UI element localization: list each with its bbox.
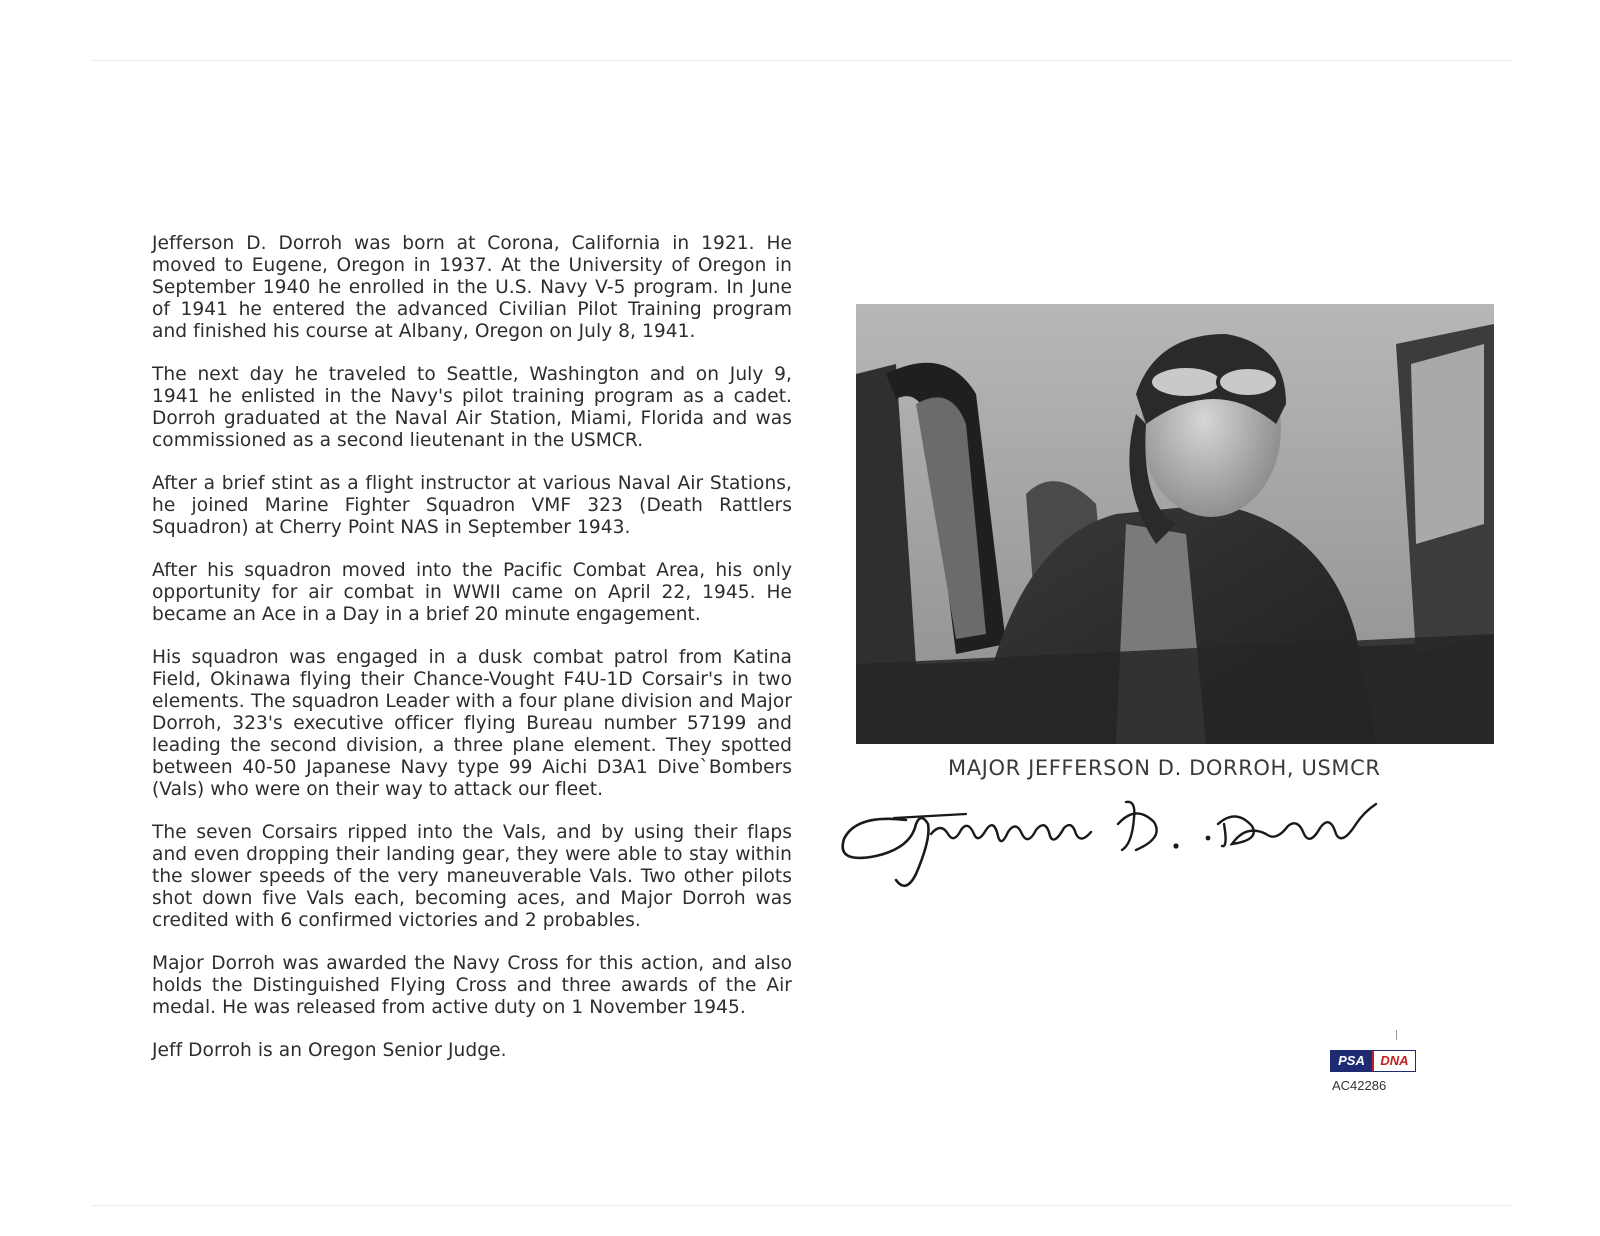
pilot-photo-illustration [856,304,1494,744]
auth-logo-left: PSA [1331,1051,1372,1071]
certificate-number: AC42286 [1332,1078,1387,1093]
page-edge-top [92,60,1512,61]
signature-ink [836,784,1396,894]
bio-paragraph-1: Jefferson D. Dorroh was born at Corona, California in 1921. He moved to Eugene, Oregon in 1937. At the University of Oregon in September 1940 he enrolled in the U.S. Navy V-5 program. In June of 1941 he entered the advanced Civilian Pilot Training program and finished his course at Albany, Oregon on July 8, 1941. [152,233,792,342]
bio-paragraph-4: After his squadron moved into the Pacific Combat Area, his only opportunity for air combat in WWII came on April 22, 1945. He became an Ace in a Day in a brief 20 minute engagement. [152,560,792,625]
authentication-logo [1330,1050,1416,1072]
bio-paragraph-6: The seven Corsairs ripped into the Vals, and by using their flaps and even dropping their landing gear, they were able to stay within the slower speeds of the very maneuverable Vals. Two other pilots shot down five Vals each, becoming aces, and Major Dorroh was credited with 6 confirmed victories and 2 probables. [152,822,792,931]
bio-paragraph-2: The next day he traveled to Seattle, Washington and on July 9, 1941 he enlisted in the Navy's pilot training program as a cadet. Dorroh graduated at the Naval Air Station, Miami, Florida and was commissioned as a second lieutenant in the USMCR. [152,364,792,451]
autograph-signature [836,784,1396,894]
bio-paragraph-5: His squadron was engaged in a dusk combat patrol from Katina Field, Okinawa flying their Chance-Vought F4U-1D Corsair's in two elements. The squadron Leader with a four plane division and Major Dorroh, 323's executive officer flying Bureau number 57199 and leading the second division, a three plane element. They spotted between 40-50 Japanese Navy type 99 Aichi D3A1 Dive`Bombers (Vals) who were on their way to attack our fleet. [152,647,792,800]
bio-paragraph-3: After a brief stint as a flight instructor at various Naval Air Stations, he joined Marine Fighter Squadron VMF 323 (Death Rattlers Squadron) at Cherry Point NAS in September 1943. [152,473,792,538]
sticker-tick-mark [1396,1030,1397,1040]
bio-paragraph-8: Jeff Dorroh is an Oregon Senior Judge. [152,1040,507,1061]
auth-logo-right: DNA [1372,1051,1415,1071]
bio-paragraph-7: Major Dorroh was awarded the Navy Cross for this action, and also holds the Distinguished Flying Cross and three awards of the Air medal. He was released from active duty on 1 November 1945. [152,953,792,1018]
biography-text [152,233,792,1083]
page-edge-bottom [92,1205,1512,1206]
pilot-cockpit-photo [856,304,1494,744]
photo-caption: MAJOR JEFFERSON D. DORROH, USMCR [948,756,1381,780]
